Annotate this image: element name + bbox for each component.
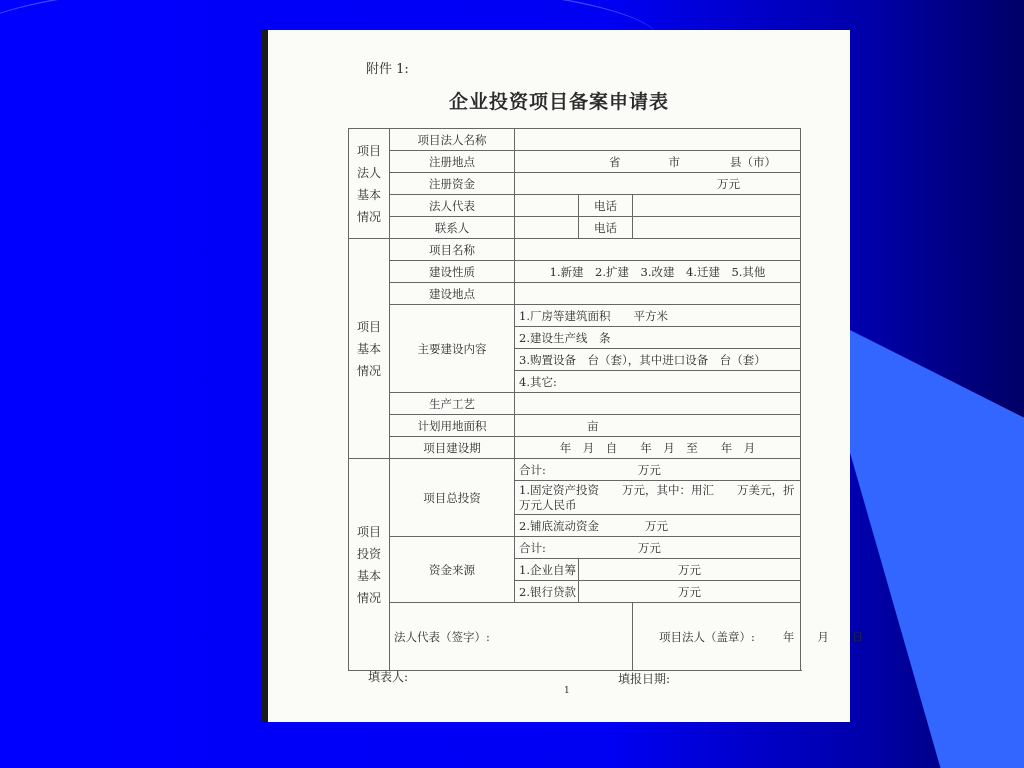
contact-phone-value	[633, 217, 801, 239]
address-value	[515, 151, 801, 173]
capital-label: 注册资金	[390, 173, 515, 195]
period-label: 项目建设期	[390, 437, 515, 459]
row-location	[349, 283, 801, 305]
seal-label: 项目法人（盖章）:	[659, 629, 755, 644]
row-project-name	[349, 239, 801, 261]
document-title: 企业投资项目备案申请表	[448, 91, 669, 113]
working-capital-text: 2.铺底流动资金 万元	[515, 515, 801, 537]
section-project: 项目基本情况	[349, 239, 390, 459]
background-accent-shape	[850, 330, 1024, 768]
section-investment: 项目投资基本情况	[349, 459, 390, 671]
county-text: 县（市）	[730, 154, 776, 169]
location-value	[515, 283, 801, 305]
scanned-document	[268, 30, 864, 722]
total-sum: 合计: 万元	[515, 459, 801, 481]
city-text: 市	[668, 154, 680, 169]
source-sum: 合计: 万元	[515, 537, 801, 559]
filler-label: 填表人:	[368, 670, 409, 684]
legal-rep-label: 法人代表	[390, 195, 515, 217]
legal-name-value	[515, 129, 801, 151]
rep-phone-label: 电话	[579, 195, 633, 217]
row-period	[349, 437, 801, 459]
row-process	[349, 393, 801, 415]
content-item-2: 2.建设生产线 条	[515, 327, 801, 349]
process-label: 生产工艺	[390, 393, 515, 415]
row-capital	[349, 173, 801, 195]
contact-phone-label: 电话	[579, 217, 633, 239]
seal-date: 年 月 日	[782, 629, 864, 644]
land-value	[515, 415, 801, 437]
application-form-table	[348, 128, 864, 671]
row-address	[349, 151, 801, 173]
project-name-value	[515, 239, 801, 261]
rep-signature: 法人代表（签字）:	[390, 603, 633, 671]
legal-name-label: 项目法人名称	[390, 129, 515, 151]
row-signature	[349, 603, 801, 671]
row-legal-name	[349, 129, 801, 151]
period-value: 年 月 自 年 月 至 年 月	[515, 437, 801, 459]
section-legal: 项目法人基本情况	[349, 129, 390, 239]
row-source-sum	[349, 537, 801, 559]
capital-value	[515, 173, 801, 195]
legal-rep-value	[515, 195, 579, 217]
fill-date-label: 填报日期:	[618, 672, 671, 686]
capital-unit: 万元	[717, 176, 740, 191]
row-total-sum	[349, 459, 801, 481]
contact-label: 联系人	[390, 217, 515, 239]
land-unit: 亩	[587, 418, 599, 433]
process-value	[515, 393, 801, 415]
seal-area	[633, 603, 864, 671]
attachment-label: 附件 1:	[366, 62, 409, 77]
project-name-label: 项目名称	[390, 239, 515, 261]
page-number: 1	[564, 686, 570, 696]
contact-value	[515, 217, 579, 239]
nature-label: 建设性质	[390, 261, 515, 283]
total-investment-label: 项目总投资	[390, 459, 515, 537]
self-raised-value: 万元	[579, 559, 801, 581]
content-label: 主要建设内容	[390, 305, 515, 393]
self-raised-label: 1.企业自筹	[515, 559, 579, 581]
content-item-3: 3.购置设备 台（套），其中进口设备 台（套）	[515, 349, 801, 371]
row-nature	[349, 261, 801, 283]
fixed-assets-text: 1.固定资产投资 万元，其中：用汇 万美元，折 万元人民币	[515, 481, 801, 515]
bank-loan-label: 2.银行贷款	[515, 581, 579, 603]
row-contact	[349, 217, 801, 239]
funding-source-label: 资金来源	[390, 537, 515, 603]
content-item-1: 1.厂房等建筑面积 平方米	[515, 305, 801, 327]
rep-phone-value	[633, 195, 801, 217]
content-item-4: 4.其它:	[515, 371, 801, 393]
land-label: 计划用地面积	[390, 415, 515, 437]
province-text: 省	[609, 154, 621, 169]
row-content-1	[349, 305, 801, 327]
address-label: 注册地点	[390, 151, 515, 173]
bank-loan-value: 万元	[579, 581, 801, 603]
nature-options: 1.新建 2.扩建 3.改建 4.迁建 5.其他	[515, 261, 801, 283]
location-label: 建设地点	[390, 283, 515, 305]
row-legal-rep	[349, 195, 801, 217]
row-land	[349, 415, 801, 437]
